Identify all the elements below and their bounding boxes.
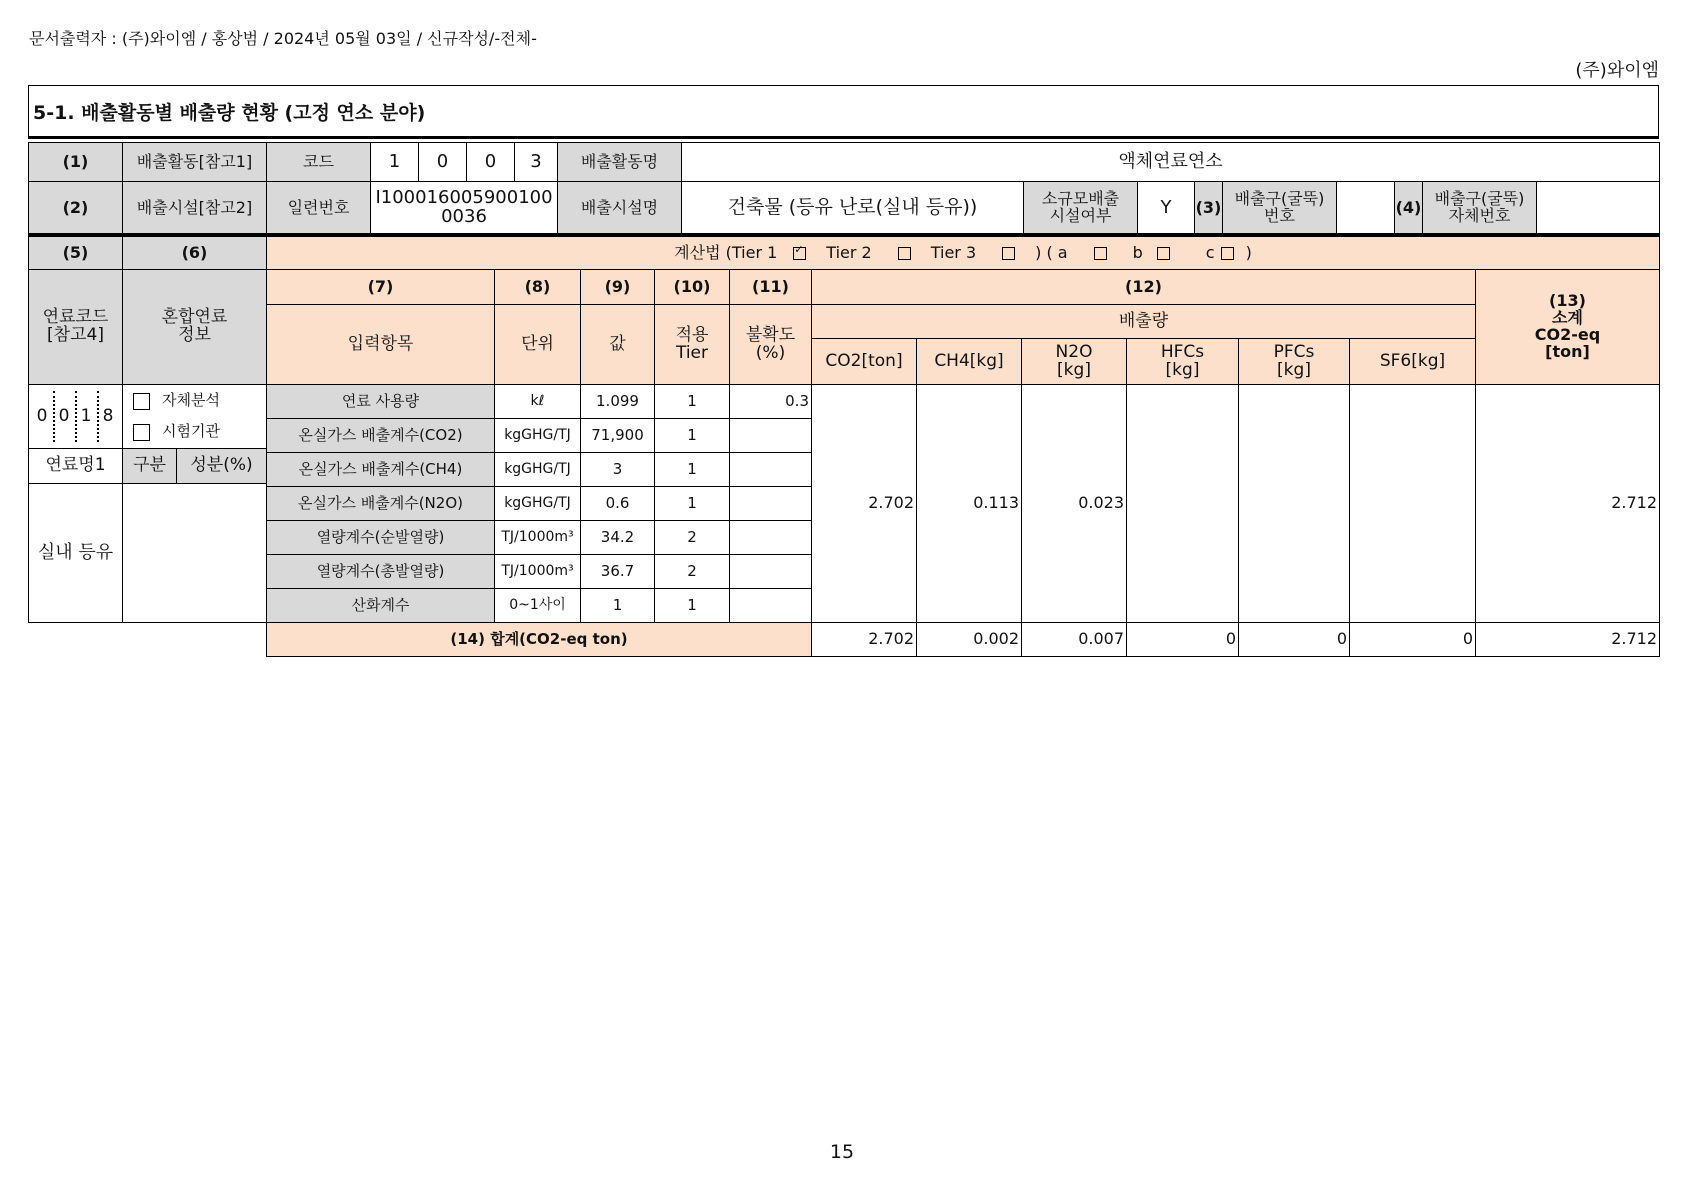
mixed-fuel-header-2: 정보 (178, 325, 211, 345)
small-facility-label-2: 시설여부 (1049, 206, 1112, 225)
document-header-line: 문서출력자 : (주)와이엠 / 홍상범 / 2024년 05월 03일 / 신규작성/-전체- (29, 29, 537, 48)
uncertainty-cell (729, 452, 812, 487)
hfcs-header (1126, 338, 1239, 385)
input-item: 온실가스 배출계수(N2O) (266, 486, 495, 521)
sf6-header: SF6[kg] (1349, 338, 1476, 385)
tier2-label: Tier 2 (826, 242, 872, 262)
component-label: 성분(%) (176, 448, 267, 484)
unit-header: 단위 (494, 304, 581, 385)
small-facility-value: Y (1137, 181, 1195, 235)
fuel-code-header-1: 연료코드 (42, 307, 109, 328)
tier-cell: 2 (654, 520, 730, 555)
self-analysis-checkbox[interactable] (133, 393, 150, 410)
company-name: (주)와이엠 (1575, 60, 1659, 81)
input-item: 연료 사용량 (266, 384, 495, 419)
hfcs-header-1: HFCs (1160, 341, 1205, 362)
option-self-analysis[interactable] (122, 384, 267, 417)
small-facility-label-1: 소규모배출 (1041, 189, 1120, 209)
total-label: (14) 합계(CO2-eq ton) (266, 622, 812, 657)
fuel-code-header (28, 269, 123, 385)
total-sf6: 0 (1349, 622, 1476, 657)
tier-cell: 1 (654, 384, 730, 419)
uncertainty-header (729, 304, 812, 385)
gubun-label: 구분 (122, 448, 177, 484)
value-cell: 36.7 (580, 554, 655, 589)
mixed-fuel-header-1: 혼합연료 (161, 307, 228, 328)
stack-self-number-value (1536, 181, 1660, 235)
row6-number: (6) (122, 236, 267, 270)
row4-number: (4) (1394, 181, 1423, 235)
hfcs-header-2: [kg] (1165, 359, 1200, 380)
total-co2: 2.702 (811, 622, 917, 657)
value-cell: 34.2 (580, 520, 655, 555)
tier-header-2: Tier (675, 342, 709, 363)
uncertainty-cell (729, 554, 812, 589)
total-ch4: 0.002 (916, 622, 1022, 657)
option-a-label: ) ( a (1035, 242, 1068, 262)
tier-cell: 1 (654, 418, 730, 453)
unit-cell: kgGHG/TJ (494, 452, 581, 487)
n2o-emission: 0.023 (1021, 384, 1127, 623)
tier-header (654, 304, 730, 385)
total-n2o: 0.007 (1021, 622, 1127, 657)
hfcs-emission (1126, 384, 1239, 623)
unit-cell: kgGHG/TJ (494, 418, 581, 453)
uncertainty-cell (729, 418, 812, 453)
n2o-header-1: N2O (1055, 341, 1093, 362)
col9-number: (9) (580, 269, 655, 305)
test-lab-label: 시험기관 (162, 422, 220, 441)
unit-cell: kgGHG/TJ (494, 486, 581, 521)
close-paren: ) (1245, 242, 1252, 262)
value-cell: 1.099 (580, 384, 655, 419)
value-cell: 0.6 (580, 486, 655, 521)
total-hfcs: 0 (1126, 622, 1239, 657)
option-c-label: c (1205, 242, 1215, 262)
stack-number-label-2: 번호 (1264, 206, 1295, 225)
ch4-header: CH4[kg] (916, 338, 1022, 385)
col10-number: (10) (654, 269, 730, 305)
row2-number: (2) (28, 181, 123, 235)
tier2-checkbox[interactable] (898, 247, 911, 260)
section-title: 5-1. 배출활동별 배출량 현황 (고정 연소 분야) (28, 85, 1659, 139)
self-analysis-label: 자체분석 (162, 391, 220, 410)
option-b-label: b (1132, 242, 1143, 262)
row2-label: 배출시설[참고2] (122, 181, 267, 235)
n2o-header (1021, 338, 1127, 385)
input-item: 산화계수 (266, 588, 495, 623)
activity-name-label: 배출활동명 (557, 142, 682, 182)
col12-number: (12) (811, 269, 1476, 305)
serial-value-line2: 0036 (441, 206, 487, 227)
serial-value-line1: I100016005900100 (375, 187, 553, 209)
serial-label: 일련번호 (266, 181, 371, 235)
uncertainty-cell: 0.3 (729, 384, 812, 419)
col11-number: (11) (729, 269, 812, 305)
input-item: 온실가스 배출계수(CO2) (266, 418, 495, 453)
stack-number-label-1: 배출구(굴뚝) (1234, 189, 1325, 209)
uncertainty-header-2: (%) (755, 342, 786, 363)
uncertainty-cell (729, 588, 812, 623)
value-header: 값 (580, 304, 655, 385)
value-cell: 1 (580, 588, 655, 623)
code-digit: 1 (370, 142, 419, 182)
serial-value (370, 181, 558, 235)
n2o-header-2: [kg] (1057, 359, 1091, 380)
test-lab-checkbox[interactable] (133, 424, 150, 441)
facility-name-value: 건축물 (등유 난로(실내 등유)) (681, 181, 1024, 235)
row1-number: (1) (28, 142, 123, 182)
input-item: 열량계수(순발열량) (266, 520, 495, 555)
code-label: 코드 (266, 142, 371, 182)
pfcs-header (1238, 338, 1350, 385)
unit-cell: TJ/1000m³ (494, 520, 581, 555)
small-facility-label (1023, 181, 1138, 235)
tier-cell: 1 (654, 588, 730, 623)
stack-number-label (1222, 181, 1337, 235)
subtotal-header-4: [ton] (1545, 341, 1590, 361)
col8-number: (8) (494, 269, 581, 305)
emission-header: 배출량 (811, 304, 1476, 339)
tier-cell: 1 (654, 486, 730, 521)
subtotal-header-2: 소계 (1552, 308, 1583, 328)
row5-number: (5) (28, 236, 123, 270)
uncertainty-header-1: 불확도 (745, 324, 796, 345)
code-digit: 0 (466, 142, 515, 182)
ch4-emission: 0.113 (916, 384, 1022, 623)
option-test-lab[interactable] (122, 416, 267, 449)
tier-header-1: 적용 (675, 324, 709, 345)
tier1-checkbox[interactable] (793, 247, 806, 260)
page-number: 15 (829, 1141, 855, 1163)
code-digit: 3 (514, 142, 558, 182)
input-item: 온실가스 배출계수(CH4) (266, 452, 495, 487)
total-pfcs: 0 (1238, 622, 1350, 657)
value-cell: 3 (580, 452, 655, 487)
facility-name-label: 배출시설명 (557, 181, 682, 235)
component-area (122, 483, 267, 623)
stack-self-number-label (1422, 181, 1537, 235)
stack-self-label-1: 배출구(굴뚝) (1434, 189, 1525, 209)
tier-cell: 1 (654, 452, 730, 487)
fuel-name-value: 실내 등유 (28, 483, 123, 623)
activity-name-value: 액체연료연소 (681, 142, 1660, 182)
uncertainty-cell (729, 486, 812, 521)
calc-method-row (266, 236, 1660, 270)
subtotal-header-3: CO2-eq (1534, 325, 1601, 344)
fuel-name-label: 연료명1 (28, 448, 123, 484)
option-b-checkbox[interactable] (1157, 247, 1170, 260)
subtotal-emission: 2.712 (1475, 384, 1660, 623)
stack-self-label-2: 자체번호 (1448, 206, 1511, 225)
total-subtotal: 2.712 (1475, 622, 1660, 657)
fuel-code-digit: 8 (102, 405, 114, 426)
value-cell: 71,900 (580, 418, 655, 453)
option-c-checkbox[interactable] (1221, 247, 1234, 260)
subtotal-header (1475, 269, 1660, 385)
uncertainty-cell (729, 520, 812, 555)
fuel-code-box (28, 384, 123, 449)
sf6-emission (1349, 384, 1476, 623)
co2-header: CO2[ton] (811, 338, 917, 385)
unit-cell: 0~1사이 (494, 588, 581, 623)
pfcs-header-2: [kg] (1277, 359, 1311, 380)
option-a-checkbox[interactable] (1094, 247, 1107, 260)
tier3-checkbox[interactable] (1002, 247, 1015, 260)
tier3-label: Tier 3 (930, 242, 977, 262)
fuel-code-digit: 0 (58, 405, 70, 426)
stack-number-value (1336, 181, 1395, 235)
input-item-header: 입력항목 (266, 304, 495, 385)
calc-method-label: 계산법 (Tier 1 (674, 242, 778, 262)
pfcs-emission (1238, 384, 1350, 623)
row1-label: 배출활동[참고1] (122, 142, 267, 182)
subtotal-header-1: (13) (1549, 291, 1586, 311)
tier-cell: 2 (654, 554, 730, 589)
unit-cell: TJ/1000m³ (494, 554, 581, 589)
col7-number: (7) (266, 269, 495, 305)
input-item: 열량계수(총발열량) (266, 554, 495, 589)
row3-number: (3) (1194, 181, 1223, 235)
fuel-code-header-2: [참고4] (47, 325, 104, 345)
unit-cell: kℓ (494, 384, 581, 419)
fuel-code-digit: 1 (80, 405, 92, 426)
pfcs-header-1: PFCs (1273, 341, 1315, 362)
co2-emission: 2.702 (811, 384, 917, 623)
mixed-fuel-header (122, 269, 267, 385)
fuel-code-digit: 0 (36, 405, 48, 426)
code-digit: 0 (418, 142, 467, 182)
